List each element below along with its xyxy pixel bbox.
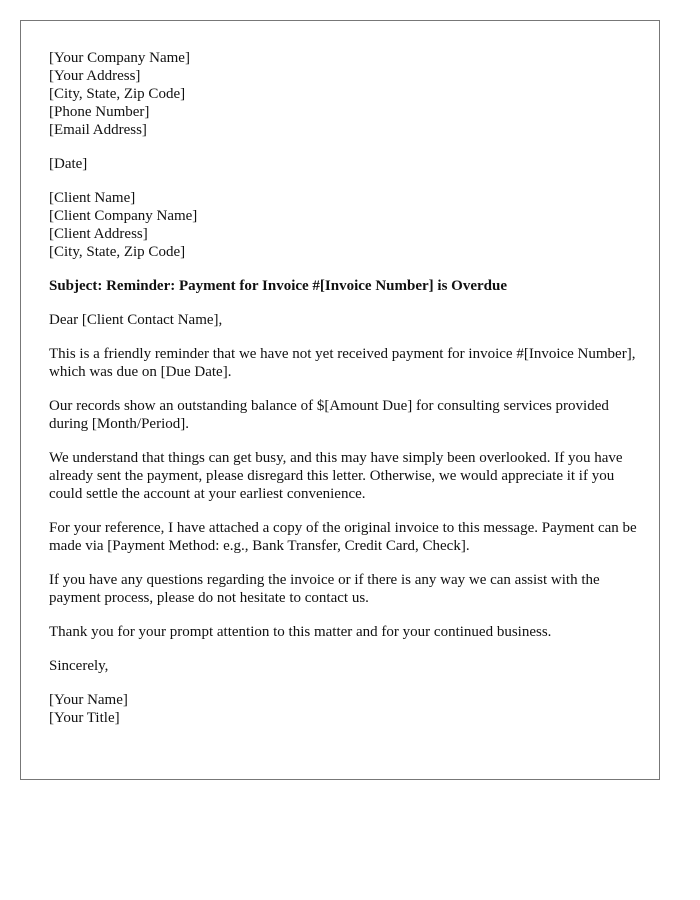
sender-company-name: [Your Company Name] (49, 50, 190, 66)
signature-name: [Your Name] (49, 692, 128, 708)
sender-block (49, 49, 639, 139)
closing: Sincerely, (49, 658, 109, 674)
sender-city-state-zip: [City, State, Zip Code] (49, 86, 186, 102)
sender-phone: [Phone Number] (49, 104, 150, 120)
body-paragraph-6: Thank you for your prompt attention to this matter and for your continued business. (49, 624, 552, 640)
body-paragraph-4: For your reference, I have attached a copy of the original invoice to this message. Payment can be made via [Payment Method: e.g., Bank Transfer, Credit Card, Check]. (49, 520, 637, 554)
body-paragraph-3: We understand that things can get busy, and this may have simply been overlooked. If you have already sent the payment, please disregard this letter. Otherwise, we would appreciate it if you could settle the account at your earliest convenience. (49, 450, 623, 502)
salutation: Dear [Client Contact Name], (49, 312, 223, 328)
sender-email: [Email Address] (49, 122, 147, 138)
letter-date: [Date] (49, 156, 88, 172)
body-paragraph-2: Our records show an outstanding balance of $[Amount Due] for consulting services provided during [Month/Period]. (49, 398, 609, 432)
letter-page (20, 20, 660, 780)
recipient-address: [Client Address] (49, 226, 148, 242)
body-paragraph-5: If you have any questions regarding the invoice or if there is any way we can assist with the payment process, please do not hesitate to contact us. (49, 572, 600, 606)
recipient-client-name: [Client Name] (49, 190, 136, 206)
signature-title: [Your Title] (49, 710, 120, 726)
recipient-city-state-zip: [City, State, Zip Code] (49, 244, 186, 260)
date-block (49, 155, 639, 173)
body-paragraph-1: This is a friendly reminder that we have not yet received payment for invoice #[Invoice Number], which was due on [Due Date]. (49, 346, 636, 380)
sender-address: [Your Address] (49, 68, 141, 84)
letter-content (49, 49, 639, 727)
recipient-company-name: [Client Company Name] (49, 208, 198, 224)
signature-block (49, 691, 639, 727)
subject-line: Subject: Reminder: Payment for Invoice #[Invoice Number] is Overdue (49, 278, 507, 294)
recipient-block (49, 189, 639, 261)
